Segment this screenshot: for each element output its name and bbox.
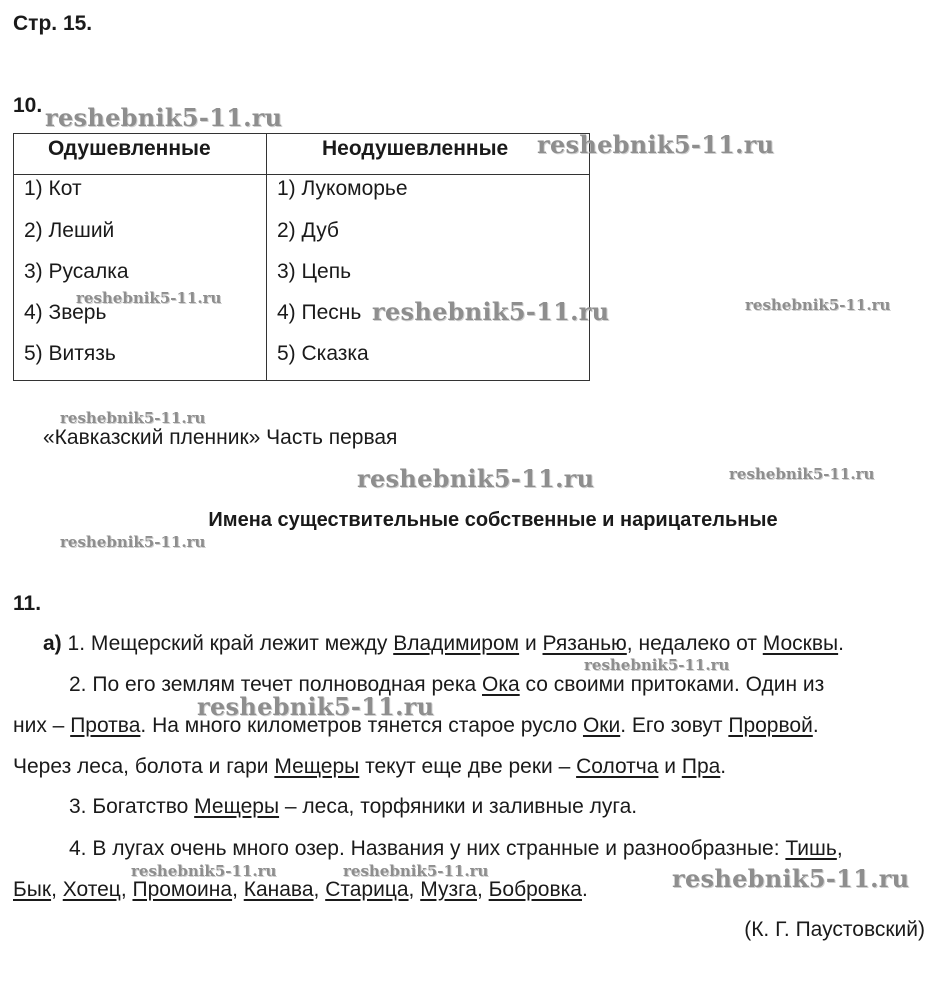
text: . Его зовут bbox=[620, 714, 729, 737]
text: , bbox=[120, 878, 133, 901]
text: 1. Мещерский край лежит между bbox=[61, 632, 394, 655]
animate-item: 3) Русалка bbox=[24, 260, 129, 283]
text: . bbox=[812, 714, 819, 737]
text: со своими притоками. Один из bbox=[519, 673, 825, 696]
text: текут еще две реки – bbox=[359, 755, 577, 778]
proper-noun: Канава bbox=[243, 878, 314, 901]
animacy-table bbox=[13, 133, 590, 381]
proper-noun: Мещеры bbox=[274, 755, 360, 778]
text: . На много километров тянется старое русло bbox=[140, 714, 583, 737]
text: , bbox=[476, 878, 489, 901]
text: и bbox=[519, 632, 543, 655]
animate-item: 5) Витязь bbox=[24, 342, 116, 365]
watermark: reshebnik5-11.ru bbox=[357, 464, 595, 493]
sentence-1 bbox=[13, 623, 941, 664]
proper-noun: Музга bbox=[420, 878, 477, 901]
proper-noun: Ока bbox=[482, 673, 520, 696]
text: , bbox=[408, 878, 421, 901]
sentence-3 bbox=[13, 705, 941, 746]
table-header-divider bbox=[14, 174, 589, 175]
sentence-5 bbox=[13, 786, 941, 827]
text: 4. В лугах очень много озер. Названия у них странные и разнообразные: bbox=[69, 837, 786, 860]
part-a-label: а) bbox=[43, 632, 62, 655]
header-inanimate: Неодушевленные bbox=[322, 137, 509, 160]
animate-item: 4) Зверь bbox=[24, 301, 107, 324]
text: и bbox=[658, 755, 682, 778]
watermark: reshebnik5-11.ru bbox=[729, 465, 875, 483]
proper-noun: Бобровка bbox=[488, 878, 582, 901]
text: Через леса, болота и гари bbox=[13, 755, 275, 778]
proper-noun: Москвы bbox=[762, 632, 839, 655]
watermark: reshebnik5-11.ru bbox=[343, 862, 489, 880]
animate-item: 1) Кот bbox=[24, 177, 82, 200]
text: . bbox=[720, 755, 727, 778]
text: – леса, торфяники и заливные луга. bbox=[279, 795, 638, 818]
inanimate-item: 4) Песнь bbox=[277, 301, 362, 324]
proper-noun: Прорвой bbox=[728, 714, 813, 737]
text: , недалеко от bbox=[626, 632, 763, 655]
text: . bbox=[838, 632, 844, 655]
sentence-2 bbox=[13, 664, 941, 705]
proper-noun: Старица bbox=[325, 878, 409, 901]
text: , bbox=[836, 837, 843, 860]
header-animate: Одушевленные bbox=[48, 137, 211, 160]
text: , bbox=[313, 878, 326, 901]
text: 2. По его землям течет полноводная река bbox=[69, 673, 483, 696]
source-note: «Кавказский пленник» Часть первая bbox=[43, 426, 398, 449]
proper-noun: Рязанью bbox=[542, 632, 627, 655]
proper-noun: Протва bbox=[70, 714, 141, 737]
text: . bbox=[581, 878, 588, 901]
watermark: reshebnik5-11.ru bbox=[672, 864, 910, 893]
inanimate-item: 1) Лукоморье bbox=[277, 177, 408, 200]
proper-noun: Владимиром bbox=[393, 632, 520, 655]
proper-noun: Оки bbox=[582, 714, 621, 737]
watermark: reshebnik5-11.ru bbox=[745, 296, 891, 314]
inanimate-item: 5) Сказка bbox=[277, 342, 369, 365]
section-heading: Имена существительные собственные и нарицательные bbox=[208, 509, 778, 531]
proper-noun: Тишь bbox=[785, 837, 837, 860]
proper-noun: Промоина bbox=[132, 878, 233, 901]
inanimate-item: 2) Дуб bbox=[277, 219, 339, 242]
watermark: reshebnik5-11.ru bbox=[197, 692, 435, 721]
table-column-divider bbox=[266, 134, 267, 380]
watermark: reshebnik5-11.ru bbox=[60, 533, 206, 551]
watermark: reshebnik5-11.ru bbox=[537, 130, 775, 159]
watermark: reshebnik5-11.ru bbox=[372, 297, 610, 326]
proper-noun: Мещеры bbox=[194, 795, 280, 818]
sentence-4 bbox=[13, 746, 941, 787]
animate-item: 2) Леший bbox=[24, 219, 115, 242]
page-label: Стр. 15. bbox=[13, 12, 93, 35]
watermark: reshebnik5-11.ru bbox=[76, 289, 222, 307]
text: них – bbox=[13, 714, 71, 737]
proper-noun: Пра bbox=[681, 755, 721, 778]
watermark: reshebnik5-11.ru bbox=[60, 409, 206, 427]
task-11-number: 11. bbox=[13, 592, 42, 615]
text: , bbox=[232, 878, 244, 901]
task-10-number: 10. bbox=[13, 94, 43, 117]
watermark: reshebnik5-11.ru bbox=[584, 656, 730, 674]
watermark: reshebnik5-11.ru bbox=[131, 862, 277, 880]
inanimate-item: 3) Цепь bbox=[277, 260, 352, 283]
author-attribution: (К. Г. Паустовский) bbox=[744, 918, 925, 941]
watermark: reshebnik5-11.ru bbox=[45, 103, 283, 132]
proper-noun: Хотец bbox=[62, 878, 121, 901]
proper-noun: Солотча bbox=[576, 755, 659, 778]
text: , bbox=[51, 878, 63, 901]
proper-noun: Бык bbox=[13, 878, 52, 901]
text: 3. Богатство bbox=[69, 795, 195, 818]
